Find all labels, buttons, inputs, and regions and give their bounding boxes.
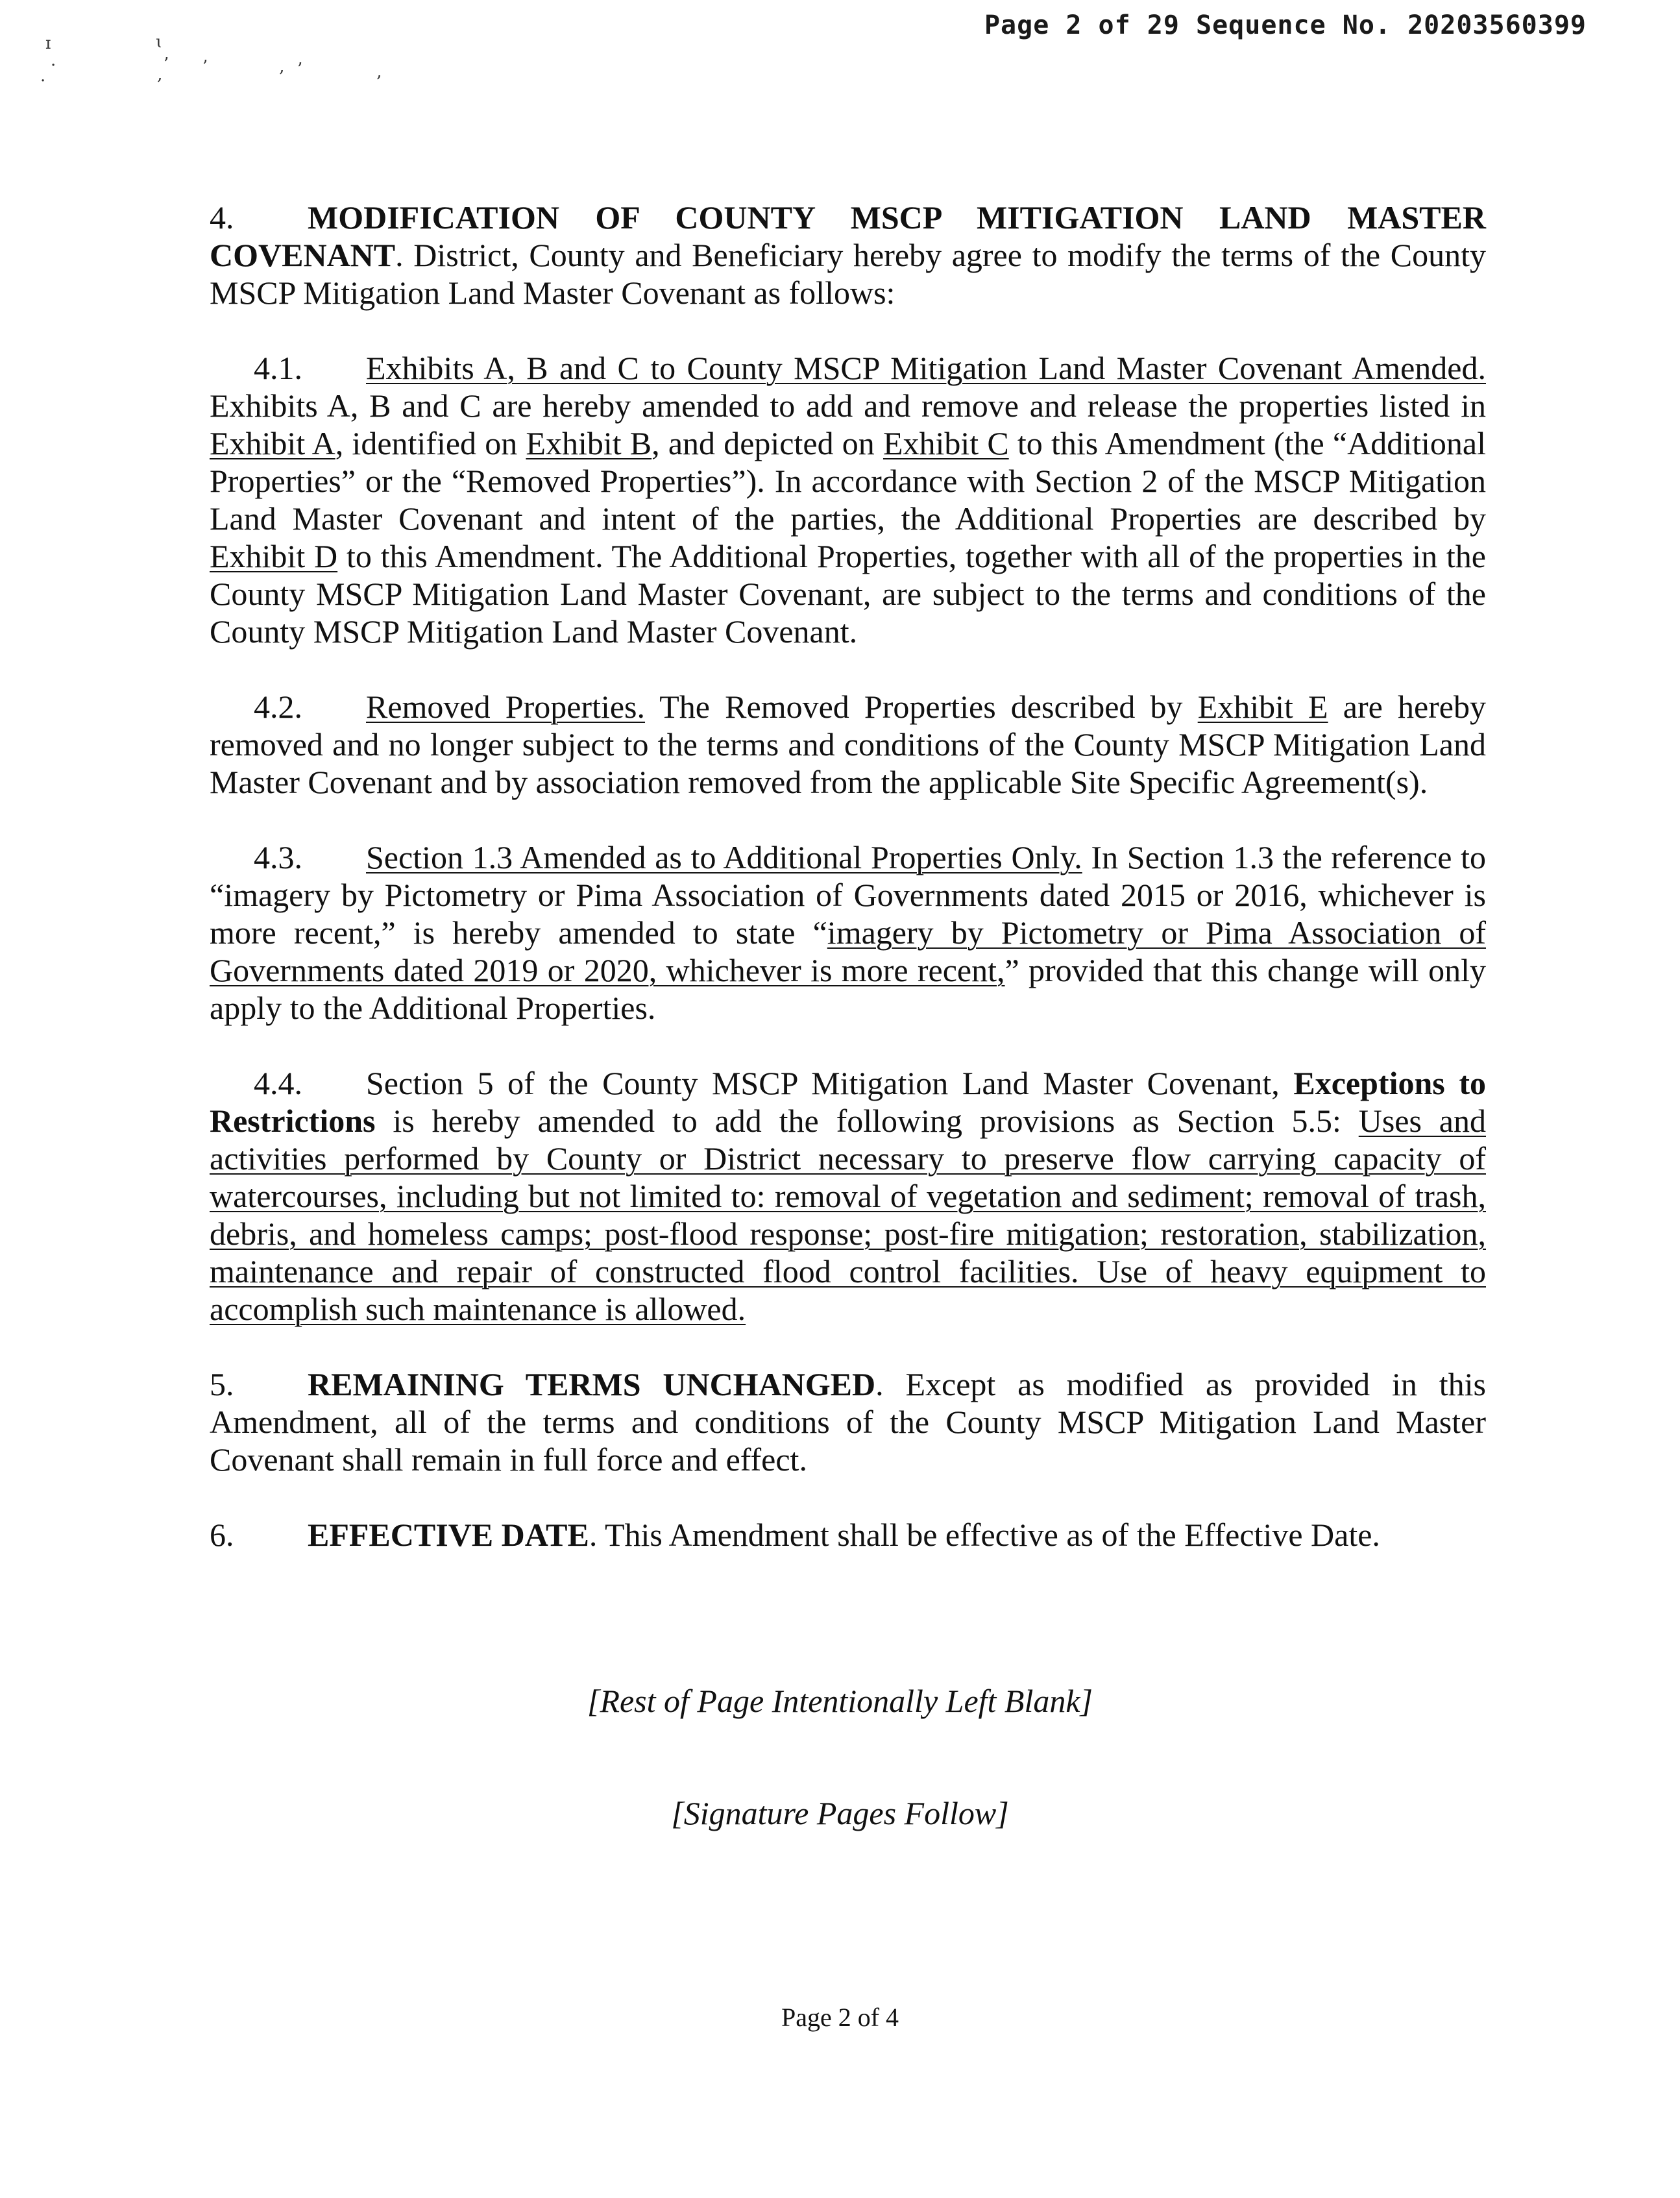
page-number-footer: Page 2 of 4 xyxy=(781,2003,899,2032)
subsection-title: Removed Properties. xyxy=(366,689,646,725)
section-4-1 xyxy=(210,349,1486,650)
scan-mark: ’ xyxy=(164,55,169,74)
section-6 xyxy=(210,1516,1486,1554)
exhibit-reference: Exhibit D xyxy=(210,538,338,574)
subsection-number: 4.2. xyxy=(254,689,302,725)
exhibit-reference: Exhibit C xyxy=(883,425,1009,461)
subsection-text: , and depicted on xyxy=(651,425,883,461)
subsection-text: to this Amendment (the “Additional Properties” or the “Removed Properties”). In accordance with Section 2 of the MSCP Mitigation Land Master Covenant and intent of the parties, the Additional Properties are described by xyxy=(210,425,1486,537)
bold-term: Exceptions to Restrictions xyxy=(210,1065,1486,1139)
scan-mark: · xyxy=(51,56,56,75)
section-4-2 xyxy=(210,688,1486,801)
exhibit-reference: Exhibit A xyxy=(210,425,335,461)
scan-mark: ɩ xyxy=(156,32,163,52)
section-text: . This Amendment shall be effective as of the Effective Date. xyxy=(589,1517,1380,1553)
scan-marks xyxy=(39,26,428,97)
scan-mark: ‚ xyxy=(279,57,285,77)
subsection-title: Exhibits A, B and C to County MSCP Mitigation Land Master Covenant Amended. xyxy=(366,350,1486,386)
subsection-text: are hereby removed and no longer subject to the terms and conditions of the County MSCP Mitigation Land Master Covenant and by association removed from the applicable Site Specific Agreement(s). xyxy=(210,689,1486,800)
subsection-text: Exhibits A, B and C are hereby amended to add and remove and release the properties listed in xyxy=(210,387,1486,424)
subsection-text: , identified on xyxy=(335,425,526,461)
exhibit-reference: Exhibit E xyxy=(1197,689,1328,725)
section-number: 5. xyxy=(210,1366,234,1402)
added-provision-text: Uses and activities performed by County or District necessary to preserve flow carrying capacity of watercourses, including but not limited to: removal of vegetation and sediment; removal of trash, debris, and homeless camps; post-flood response; post-fire mitigation; restoration, stabilization, maintenance and repair of constructed flood control facilities. Use of heavy equipment to accomplish such maintenance is allowed. xyxy=(210,1103,1486,1327)
section-heading: MODIFICATION OF COUNTY MSCP MITIGATION LAND MASTER COVENANT xyxy=(210,199,1486,273)
subsection-text: In Section 1.3 the reference to “imagery by Pictometry or Pima Association of Governments dated 2015 or 2016, whichever is more recent,” is hereby amended to state “ xyxy=(210,839,1486,951)
scan-mark: ‚ xyxy=(157,65,163,84)
section-number: 6. xyxy=(210,1517,234,1553)
subsection-number: 4.3. xyxy=(254,839,302,875)
subsection-title: Section 1.3 Amended as to Additional Properties Only. xyxy=(366,839,1082,875)
exhibit-reference: Exhibit B xyxy=(526,425,652,461)
document-body xyxy=(210,199,1486,1554)
scan-mark: ɪ xyxy=(45,34,51,53)
scan-mark: ‚ xyxy=(376,62,382,82)
section-number: 4. xyxy=(210,199,234,236)
section-text: . District, County and Beneficiary hereby agree to modify the terms of the County MSCP Mitigation Land Master Covenant as follows: xyxy=(210,237,1486,311)
section-heading: REMAINING TERMS UNCHANGED xyxy=(308,1366,876,1402)
subsection-number: 4.4. xyxy=(254,1065,302,1101)
section-5 xyxy=(210,1365,1486,1478)
scan-mark: ’ xyxy=(297,60,303,79)
amended-text: imagery by Pictometry or Pima Association of Governments dated 2019 or 2020, whichever is more recent, xyxy=(210,914,1487,988)
section-4-3 xyxy=(210,838,1486,1027)
page-sequence-stamp: Page 2 of 29 Sequence No. 20203560399 xyxy=(984,10,1587,40)
section-4 xyxy=(210,199,1486,311)
subsection-text: The Removed Properties described by xyxy=(645,689,1198,725)
signature-pages-note: [Signature Pages Follow] xyxy=(671,1795,1009,1831)
subsection-text: is hereby amended to add the following provisions as Section 5.5: xyxy=(375,1103,1359,1139)
subsection-text: to this Amendment. The Additional Properties, together with all of the properties in the County MSCP Mitigation Land Master Covenant, are subject to the terms and conditions of the County MSCP Mitigation Land Master Covenant. xyxy=(210,538,1486,650)
scan-mark: ’ xyxy=(202,57,208,77)
subsection-text: ” provided that this change will only apply to the Additional Properties. xyxy=(210,952,1486,1026)
section-text: . Except as modified as provided in this Amendment, all of the terms and conditions of the County MSCP Mitigation Land Master Covenant shall remain in full force and effect. xyxy=(210,1366,1486,1478)
section-4-4 xyxy=(210,1064,1486,1328)
subsection-text: Section 5 of the County MSCP Mitigation Land Master Covenant, xyxy=(366,1065,1294,1101)
scan-mark: · xyxy=(40,71,46,91)
rest-of-page-blank-note: [Rest of Page Intentionally Left Blank] xyxy=(587,1683,1093,1719)
subsection-number: 4.1. xyxy=(254,350,302,386)
section-heading: EFFECTIVE DATE xyxy=(308,1517,589,1553)
